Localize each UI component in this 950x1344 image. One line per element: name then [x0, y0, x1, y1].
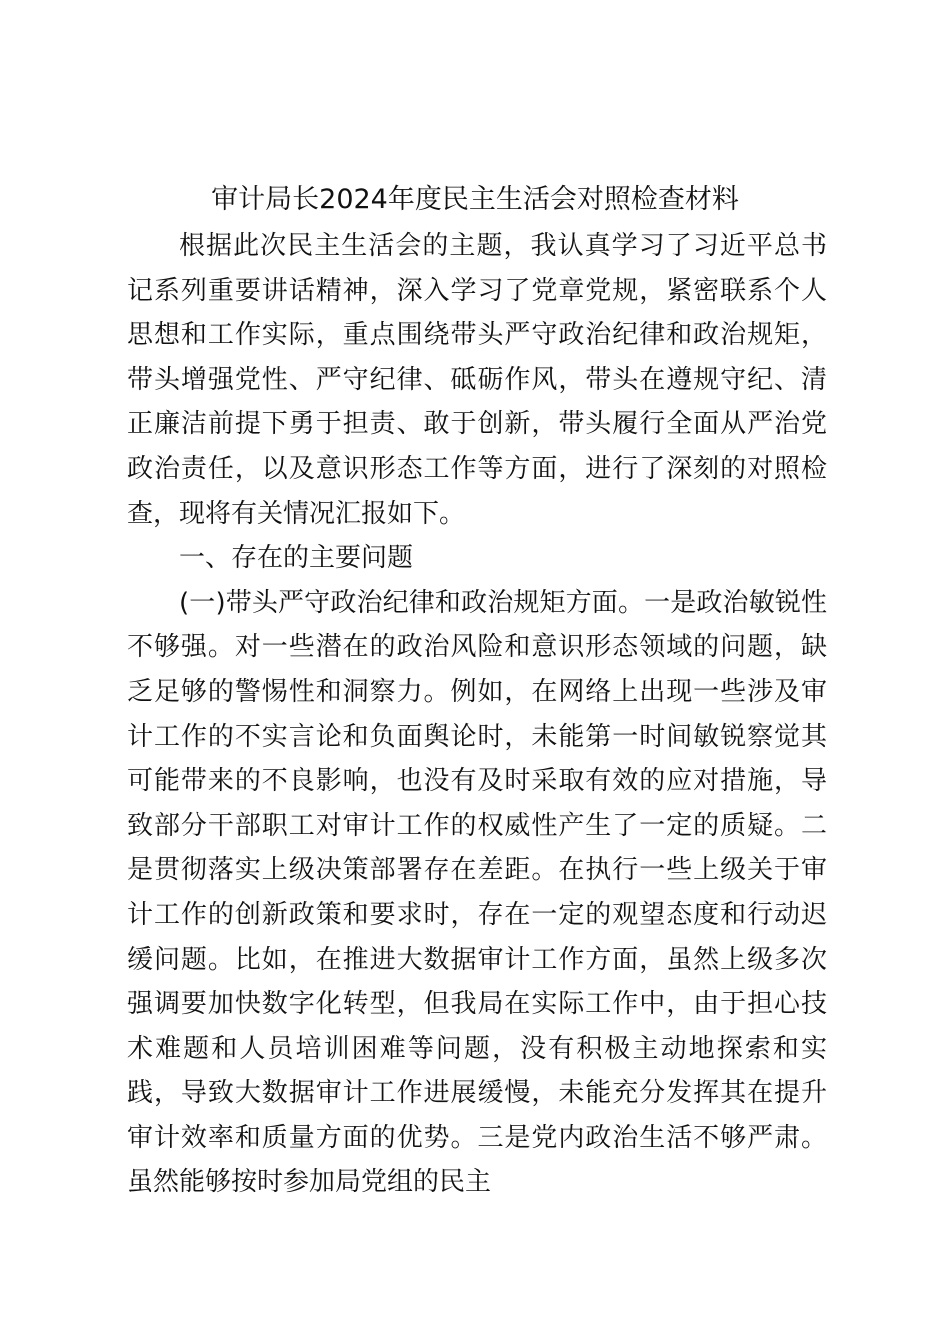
intro-paragraph: 根据此次民主生活会的主题，我认真学习了习近平总书记系列重要讲话精神，深入学习了党章党规，紧密联系个人思想和工作实际，重点围绕带头严守政治纪律和政治规矩，带头增强党性、严守纪律、砥砺作风，带头在遵规守纪、清正廉洁前提下勇于担责、敢于创新，带头履行全面从严治党政治责任，以及意识形态工作等方面，进行了深刻的对照检查，现将有关情况汇报如下。	[127, 231, 827, 529]
problem-paragraph: (一)带头严守政治纪律和政治规矩方面。一是政治敏锐性不够强。对一些潜在的政治风险和意识形态领域的问题，缺乏足够的警惕性和洞察力。例如，在网络上出现一些涉及审计工作的不实言论和负面舆论时，未能第一时间敏锐察觉其可能带来的不良影响，也没有及时采取有效的应对措施，导致部分干部职工对审计工作的权威性产生了一定的质疑。二是贯彻落实上级决策部署存在差距。在执行一些上级关于审计工作的创新政策和要求时，存在一定的观望态度和行动迟缓问题。比如，在推进大数据审计工作方面，虽然上级多次强调要加快数字化转型，但我局在实际工作中，由于担心技术难题和人员培训困难等问题，没有积极主动地探索和实践，导致大数据审计工作进展缓慢，未能充分发挥其在提升审计效率和质量方面的优势。三是党内政治生活不够严肃。虽然能够按时参加局党组的民主	[127, 587, 827, 1198]
document-body	[127, 224, 827, 1205]
document-title: 审计局长2024年度民主生活会对照检查材料	[211, 184, 739, 215]
section-heading: 一、存在的主要问题	[179, 543, 414, 574]
